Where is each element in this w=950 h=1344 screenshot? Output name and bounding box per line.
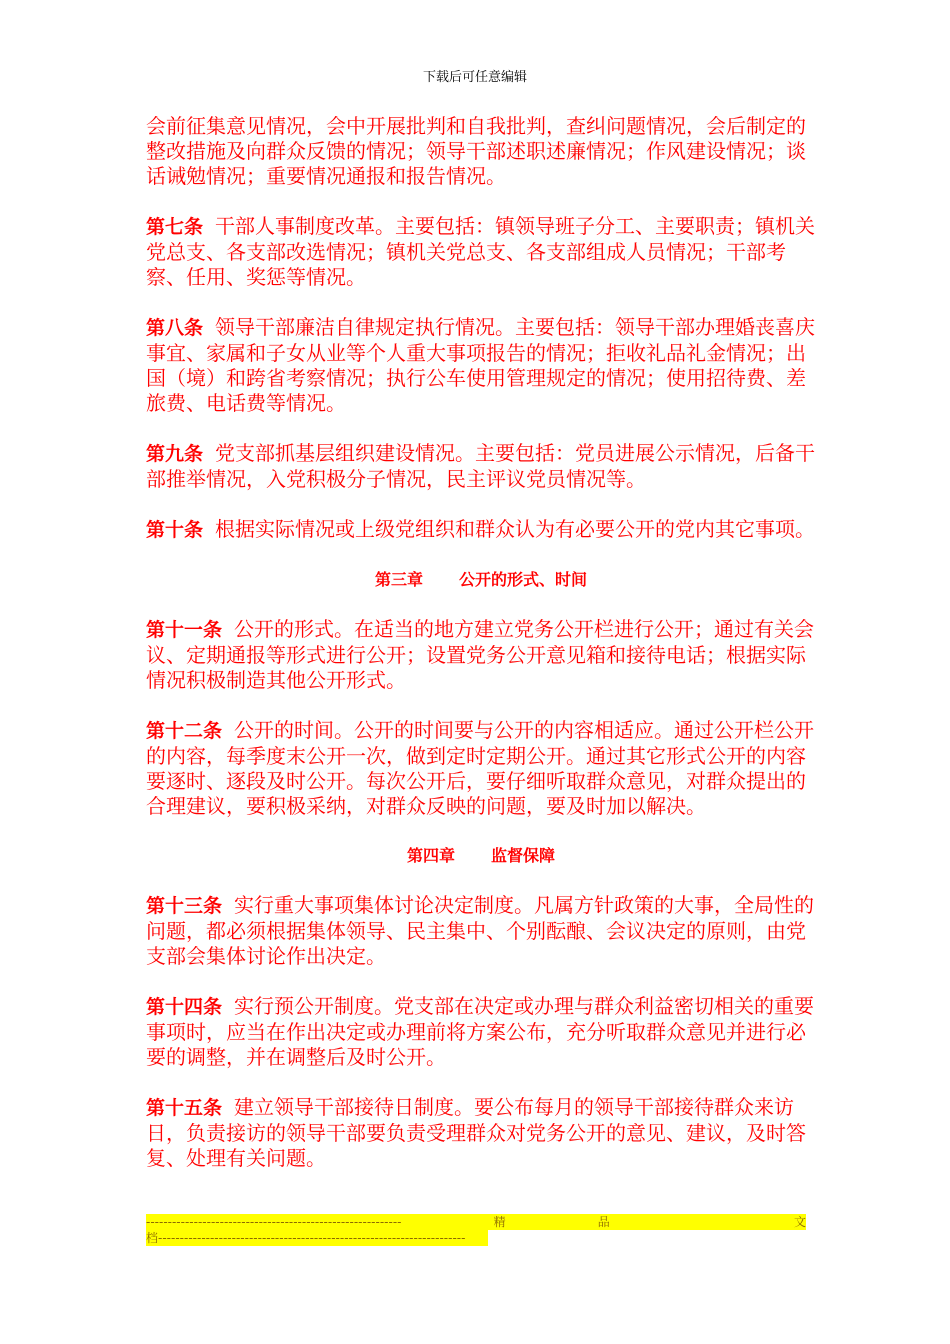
article-number: 第十条 bbox=[146, 519, 204, 541]
chapter-title: 监督保障 bbox=[491, 846, 556, 865]
chapter-number: 第三章 bbox=[374, 570, 423, 589]
article-number: 第八条 bbox=[146, 317, 204, 339]
paragraph-continuation bbox=[146, 114, 816, 189]
article-number: 第九条 bbox=[146, 443, 204, 465]
article-number: 第七条 bbox=[146, 216, 204, 238]
article-text: 党支部抓基层组织建设情况。主要包括：党员进展公示情况，后备干部推举情况，入党积极分子情况，民主评议党员情况等。 bbox=[146, 441, 816, 491]
document-body bbox=[146, 114, 816, 1171]
article-text: 实行重大事项集体讨论决定制度。凡属方针政策的大事，全局性的问题，都必须根据集体领导、民主集中、个别酝酿、会议决定的原则，由党支部会集体讨论作出决定。 bbox=[146, 893, 815, 968]
article-text: 干部人事制度改革。主要包括：镇领导班子分工、主要职责；镇机关党总支、各支部改选情况；镇机关党总支、各支部组成人员情况；干部考察、任用、奖惩等情况。 bbox=[146, 214, 816, 289]
footer-dashes: ----------------------------------------------------------- bbox=[146, 1215, 402, 1229]
article-13 bbox=[146, 893, 816, 969]
article-number: 第十五条 bbox=[146, 1097, 223, 1119]
footer-word: 文 bbox=[793, 1215, 806, 1229]
article-number: 第十三条 bbox=[146, 895, 223, 917]
article-15 bbox=[146, 1095, 816, 1171]
footer-word: 精 bbox=[493, 1215, 506, 1229]
article-number: 第十一条 bbox=[146, 619, 223, 641]
article-text: 实行预公开制度。党支部在决定或办理与群众利益密切相关的重要事项时，应当在作出决定或办理前将方案公布，充分听取群众意见并进行必要的调整，并在调整后及时公开。 bbox=[146, 994, 815, 1069]
article-12 bbox=[146, 718, 816, 819]
chapter-title: 公开的形式、时间 bbox=[459, 570, 588, 589]
article-text: 根据实际情况或上级党组织和群众认为有必要公开的党内其它事项。 bbox=[215, 517, 816, 541]
article-text: 公开的时间。公开的时间要与公开的内容相适应。通过公开栏公开的内容，每季度末公开一次，做到定时定期公开。通过其它形式公开的内容要逐时、逐段及时公开。每次公开后，要仔细听取群众意见，对群众提出的合理建议，要积极采纳，对群众反映的问题，要及时加以解决。 bbox=[146, 718, 815, 818]
article-9 bbox=[146, 441, 816, 492]
article-text: 公开的形式。在适当的地方建立党务公开栏进行公开；通过有关会议、定期通报等形式进行公开；设置党务公开意见箱和接待电话；根据实际情况积极制造其他公开形式。 bbox=[146, 617, 815, 692]
article-8 bbox=[146, 315, 816, 416]
footer-banner-line bbox=[146, 1214, 806, 1230]
article-10 bbox=[146, 517, 816, 543]
article-number: 第十二条 bbox=[146, 720, 223, 742]
page-header: 下载后可任意编辑 bbox=[422, 70, 527, 85]
article-text: 建立领导干部接待日制度。要公布每月的领导干部接待群众来访日，负责接访的领导干部要负责受理群众对党务公开的意见、建议，及时答复、处理有关问题。 bbox=[146, 1095, 806, 1170]
paragraph-text: 会前征集意见情况，会中开展批判和自我批判，查纠问题情况，会后制定的整改措施及向群众反馈的情况；领导干部述职述廉情况；作风建设情况；谈话诫勉情况；重要情况通报和报告情况。 bbox=[146, 114, 806, 188]
article-number: 第十四条 bbox=[146, 996, 223, 1018]
chapter-4-heading bbox=[146, 844, 816, 868]
footer-banner-line bbox=[146, 1230, 488, 1246]
article-11 bbox=[146, 617, 816, 693]
article-text: 领导干部廉洁自律规定执行情况。主要包括：领导干部办理婚丧喜庆事宜、家属和子女从业等个人重大事项报告的情况；拒收礼品礼金情况；出国（境）和跨省考察情况；执行公车使用管理规定的情况；使用招待费、差旅费、电话费等情况。 bbox=[146, 315, 816, 415]
footer-word: 品 bbox=[597, 1215, 610, 1229]
footer-dashes: ----------------------------------------------------------------------- bbox=[158, 1231, 466, 1245]
article-14 bbox=[146, 994, 816, 1070]
chapter-number: 第四章 bbox=[406, 846, 455, 865]
chapter-3-heading bbox=[146, 568, 816, 592]
page-footer bbox=[146, 1214, 806, 1250]
footer-word: 档 bbox=[146, 1231, 159, 1245]
article-7 bbox=[146, 214, 816, 290]
